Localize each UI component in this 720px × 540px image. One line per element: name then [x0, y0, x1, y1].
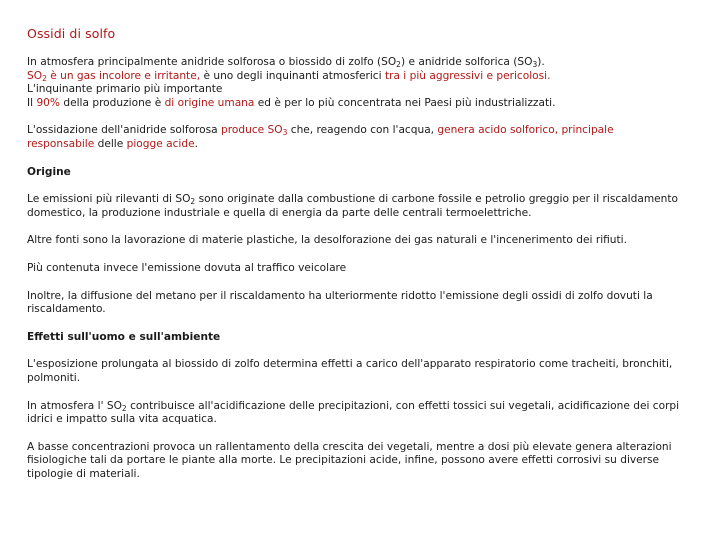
subscript: 2	[121, 403, 127, 413]
origine-paragraph-4: Inoltre, la diffusione del metano per il riscaldamento ha ulteriormente ridotto l'emissione degli ossidi di zolfo dovuti la riscaldamento.	[27, 289, 653, 316]
subscript: 3	[282, 128, 288, 138]
intro-paragraph	[27, 56, 699, 110]
subscript: 2	[190, 197, 196, 207]
text: ed è per lo più concentrata nei Paesi più industrializzati.	[254, 96, 556, 109]
highlight: responsabile	[27, 137, 95, 150]
page-title: Ossidi di solfo	[27, 26, 116, 41]
text: ).	[537, 56, 545, 68]
origine-paragraph-2: Altre fonti sono la lavorazione di materie plastiche, la desolforazione dei gas naturali e l'incenerimento dei rifiuti.	[27, 234, 627, 247]
text: delle	[94, 137, 127, 150]
origine-paragraph-3: Più contenuta invece l'emissione dovuta al traffico veicolare	[27, 261, 347, 274]
text: L'ossidazione dell'anidride solforosa	[27, 124, 222, 137]
highlight: genera acido solforico, principale	[437, 124, 614, 137]
highlight: produce SO	[221, 124, 283, 137]
text: L'inquinante primario più importante	[27, 83, 223, 96]
highlight: tra i più aggressivi e pericolosi.	[384, 69, 551, 82]
effetti-paragraph-2	[27, 400, 699, 427]
effetti-paragraph-1: L'esposizione prolungata al biossido di zolfo determina effetti a carico dell'apparato respiratorio come tracheiti, bronchiti, polmoniti.	[27, 358, 673, 384]
oxidation-paragraph	[27, 124, 699, 151]
highlight: piogge acide	[126, 137, 195, 150]
origine-paragraph-1	[27, 193, 699, 220]
effetti-heading: Effetti sull'uomo e sull'ambiente	[27, 330, 221, 343]
text: In atmosfera principalmente anidride solforosa o biossido di zolfo (SO	[27, 56, 397, 68]
text: Le emissioni più rilevanti di SO	[27, 193, 191, 206]
text: contribuisce all'acidificazione delle precipitazioni, con effetti tossici sui vegetali, acidificazione dei corpi idrici e impatto sulla vita acquatica.	[27, 399, 680, 426]
text: che, reagendo con l'acqua,	[287, 124, 438, 137]
text: In atmosfera l' SO	[27, 399, 122, 412]
origine-heading: Origine	[27, 165, 71, 178]
subscript: 2	[396, 60, 401, 69]
text: è uno degli inquinanti atmosferici	[200, 69, 385, 82]
highlight: è un gas incolore e irritante,	[46, 69, 201, 82]
highlight: di origine umana	[164, 96, 255, 109]
text: della produzione è	[59, 96, 165, 109]
text: .	[194, 137, 198, 150]
text: ) e anidride solforica (SO	[400, 56, 533, 68]
subscript: 3	[532, 60, 538, 69]
highlight: 90%	[36, 96, 60, 109]
subscript: 2	[42, 73, 47, 83]
text: Il	[27, 96, 37, 109]
text: sono originate dalla combustione di carbone fossile e petrolio greggio per il riscaldamento domestico, la produzione industriale e quella di energia da parte delle centrali termoelettriche.	[27, 193, 679, 219]
document-body	[27, 56, 699, 495]
effetti-paragraph-3: A basse concentrazioni provoca un rallentamento della crescita dei vegetali, mentre a dosi più elevate genera alterazioni fisiologiche tali da portare le piante alla morte. Le precipitazioni acide, infine, possono avere effetti corrosivi su diverse tipologie di materiali.	[27, 440, 672, 480]
highlight: SO	[27, 69, 43, 82]
